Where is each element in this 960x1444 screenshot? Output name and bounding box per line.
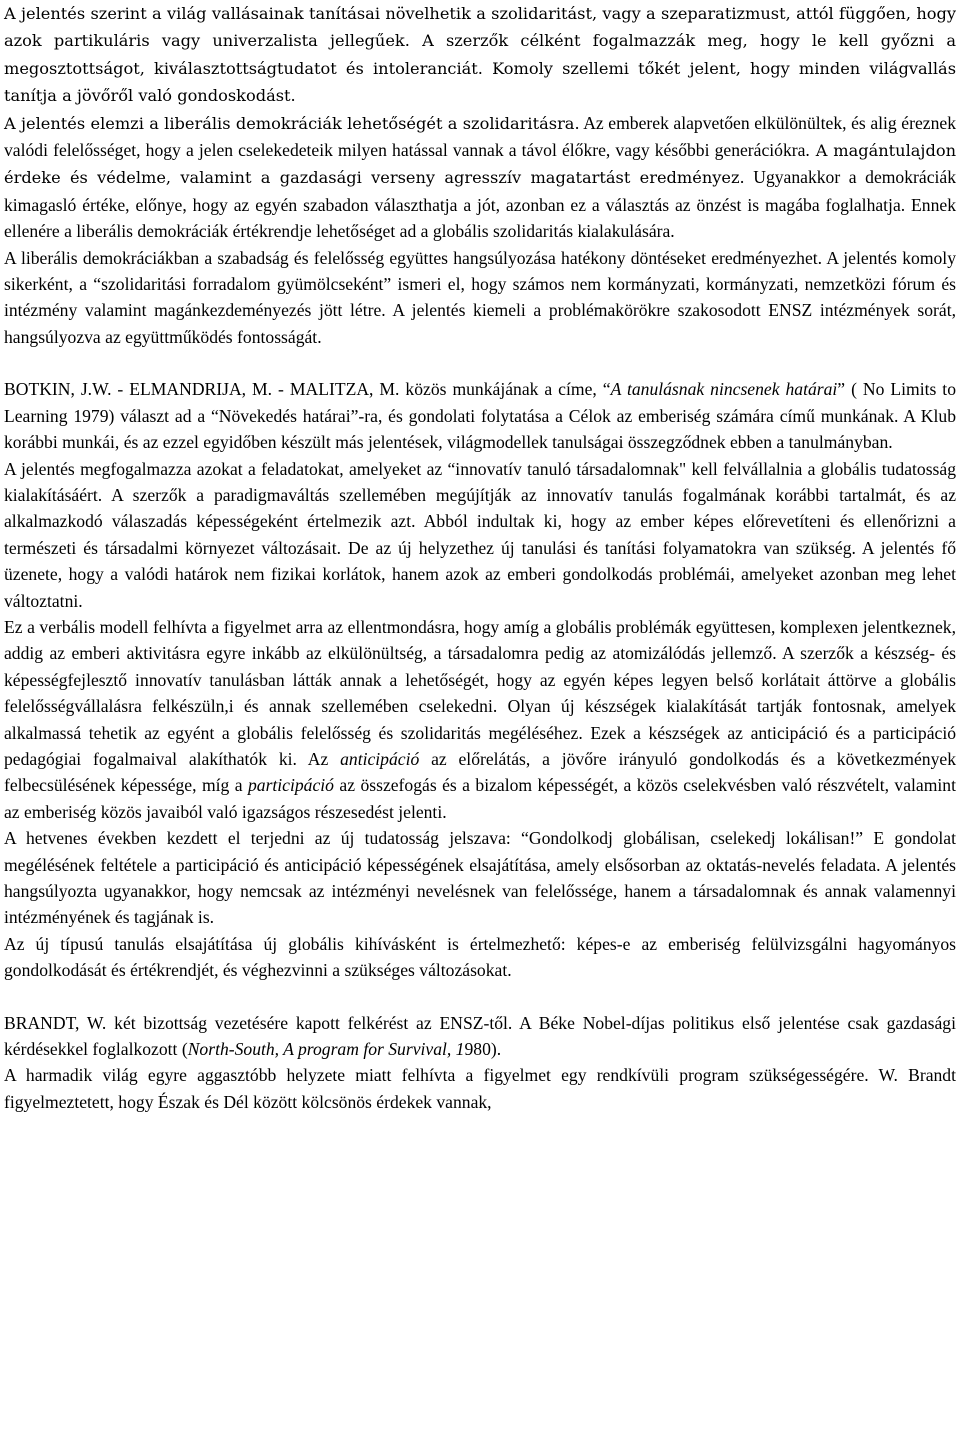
paragraph-think-globally-text: A hetvenes években kezdett el terjedni az új tudatosság jelszava: “Gondolkodj globálisan, cselekedj lokálisan!” E gondolat megélésének feltétele a participáció és anticipáció képességének elsajátítása, amely elsősorban az oktatás-nevelés feladata. A jelentés hangsúlyozta ugyanakkor, hogy nemcsak az intézményi nevelésnek van felelőssége, hanem a társadalomnak és annak valamennyi intézményének és tagjának is. — [4, 828, 956, 928]
verbal-model-text-1: Ez a verbális modell felhívta a figyelmet arra az ellentmondásra, hogy amíg a globális problémák együttesen, komplexen jelentkeznek, addig az emberi aktivitásra egyre inkább az elkülönültség, a társadalomra pedig az atomizálódás jellemző. A szerzők a készség- és képességfejlesztő innovatív tanulásban látták annak a lehetőségét, hogy az egyén képes legyen belső korlátait áttörve a globális felelősségvállalásra felkészüln,i és annak szellemében cselekedni. Olyan új készségek kialakítását tartják fontosnak, amelyek alkalmassá tehetik az egyént a globális felelősség és szolidaritás megéléséhez. Ezek a készségek az anticipáció és a participáció pedagógiai fogalmaival alakíthatók ki. Az — [4, 616, 956, 769]
paragraph-botkin — [4, 376, 956, 455]
verbal-model-text-3: az összefogás és a bizalom képességét, a közös cselekvésben való részvételt, valamint az emberiség közös javaiból való igazságos részesedést jelenti. — [4, 775, 956, 822]
paragraph-liberal-democracies-lead: A jelentés elemzi a liberális demokráciák lehetőségét a szolidaritásra. — [4, 113, 580, 133]
paragraph-liberal-democracies — [4, 110, 956, 245]
brandt-author: BRANDT, W. — [4, 1012, 107, 1033]
paragraph-freedom-responsibility-text: A liberális demokráciákban a szabadság és felelősség együttes hangsúlyozása hatékony döntéseket eredményezhet. A jelentés komoly sikerként, a “szolidaritási forradalom gyümölcseként” ismeri el, hogy számos nem kormányzati, kormányzati, nemzetközi fórum és intézmény valamint magánkezdeményezés jött létre. A jelentés kiemeli a problémakörökre szakosodott ENSZ intézmények sorát, hangsúlyozva az együttműködés fontosságát. — [4, 247, 956, 347]
brandt-text-1: két bizottság vezetésére kapott felkérést az ENSZ-től. A Béke Nobel-díjas politikus első jelentése csak gazdasági kérdésekkel foglalkozott ( — [4, 1012, 956, 1060]
paragraph-gap — [4, 350, 956, 376]
paragraph-liberal-democracies-text-1: Az emberek alapvetően elkülönültek, és alig éreznek valódi felelősséget, hogy a jelen cselekedeteik milyen hatással vannak a távol élőkre, vagy későbbi generációkra. — [4, 112, 956, 161]
term-participacio: participáció — [247, 775, 334, 796]
paragraph-innovative-learning-text: A jelentés megfogalmazza azokat a feladatokat, amelyeket az “innovatív tanuló társadalomnak" kell felvállalnia a globális tudatosság kialakításáért. A szerzők a paradigmaváltás szellemében megújítják az innovatív tanulás fogalmának korábbi tartalmát, és az alkalmazkodó válaszadás képességeként értelmezik azt. Abból indultak ki, hogy az ember képes előrevetíteni és ellenőrizni a természeti és társadalmi környezet változásait. De az új helyzethez új tanulási és tanítási folyamatokra van szükség. A jelentés fő üzenete, hogy a valódi határok nem fizikai korlátok, hanem azok az emberi gondolkodás problémái, amelyeket azonban meg lehet változtatni. — [4, 458, 956, 611]
paragraph-think-globally — [4, 825, 956, 931]
paragraph-new-learning — [4, 931, 956, 984]
paragraph-third-world — [4, 1062, 956, 1115]
botkin-work-title: A tanulásnak nincsenek határai — [610, 379, 838, 400]
paragraph-freedom-responsibility — [4, 245, 956, 351]
paragraph-verbal-model — [4, 614, 956, 825]
paragraph-religions — [4, 0, 956, 110]
paragraph-innovative-learning — [4, 456, 956, 614]
botkin-text-1: közös munkájának a címe, “ — [399, 379, 611, 400]
paragraph-liberal-democracies-text-2: A magántulajdon érdeke és védelme, valamint a gazdasági verseny agresszív magatartást eredményez. — [4, 141, 956, 188]
paragraph-religions-text: A jelentés szerint a világ vallásainak tanításai növelhetik a szolidaritást, vagy a szeparatizmust, attól függően, hogy azok partikuláris vagy univerzalista jellegűek. A szerzők célként fogalmazzák meg, hogy le kell győzni a megosztottságot, kiválasztottságtudatot és intoleranciát. Komoly szellemi tőkét jelent, hogy minden világvallás tanítja a jövőről való gondoskodást. — [4, 4, 956, 106]
brandt-work-title: North-South, A program for Survival, 1 — [187, 1039, 465, 1060]
brandt-text-2: 980). — [464, 1039, 502, 1060]
paragraph-gap — [4, 984, 956, 1010]
botkin-authors: BOTKIN, J.W. - ELMANDRIJA, M. - MALITZA, M. — [4, 379, 400, 400]
paragraph-liberal-democracies-text-3: Ugyanakkor a demokráciák kimagasló értéke, előnye, hogy az egyén szabadon választhatja a jót, azonban ez a választás az önzést is magába foglalhatja. Ennek ellenére a liberális demokráciák értékrendje lehetőséget ad a globális szolidaritás kialakulására. — [4, 167, 956, 242]
paragraph-new-learning-text: Az új típusú tanulás elsajátítása új globális kihívásként is értelmezhető: képes-e az emberiség felülvizsgálni hagyományos gondolkodását és értékrendjét, és véghezvinni a szükséges változásokat. — [4, 933, 956, 981]
term-anticipacio: anticipáció — [340, 748, 420, 769]
botkin-text-2: ” ( No Limits to Learning 1979) választ ad a “Növekedés határai”-ra, és gondolati folytatása a Célok az emberiség számára című munkának. A Klub korábbi munkái, és az ezzel egyidőben készült más jelentések, világmodellek tanulságai összegződnek ebben a tanulmányban. — [4, 379, 956, 453]
verbal-model-text-2: az előrelátás, a jövőre irányuló gondolkodás és a következmények felbecsülésének képessége, míg a — [4, 748, 956, 796]
paragraph-brandt — [4, 1010, 956, 1063]
paragraph-third-world-text: A harmadik világ egyre aggasztóbb helyzete miatt felhívta a figyelmet egy rendkívüli program szükségességére. W. Brandt figyelmeztetett, hogy Észak és Dél között kölcsönös érdekek vannak, — [4, 1065, 956, 1112]
